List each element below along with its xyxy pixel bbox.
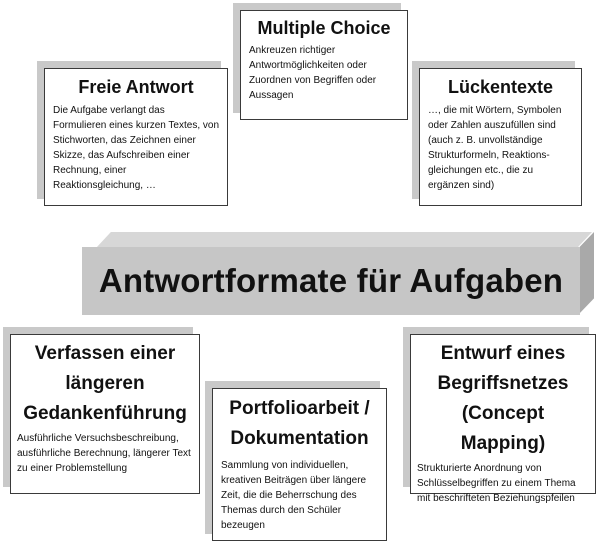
verfassen-title-line-1: Verfassen einer <box>34 343 176 364</box>
freie-antwort-title: Freie Antwort <box>78 77 194 97</box>
lueckentexte-description: …, die mit Wörtern, Symbolen oder Zahlen auszufüllen sind (auch z. B. unvollständige Strukturformeln, Reaktions-gleichungen etc., die zu ergänzen sind) <box>428 105 562 191</box>
verfassen-box <box>10 334 200 494</box>
main-title: Antwortformate für Aufgaben <box>98 262 564 299</box>
multiple-choice-box <box>240 10 408 120</box>
concept-title-line-1: Entwurf eines <box>440 343 566 364</box>
multiple-choice-title: Multiple Choice <box>257 18 391 38</box>
verfassen-description: Ausführliche Versuchsbeschreibung, ausführliche Berechnung, längerer Text zu einer Problemstellung <box>17 433 191 474</box>
multiple-choice-description: Ankreuzen richtiger Antwortmöglichkeiten oder Zuordnen von Begriffen oder Aussagen <box>249 45 377 101</box>
verfassen-title-line-2: längeren <box>65 373 145 394</box>
portfolio-title-line-1: Portfolioarbeit / <box>229 398 370 419</box>
freie-antwort-box <box>44 68 228 206</box>
portfolio-box <box>212 388 387 541</box>
title-banner <box>80 232 594 315</box>
verfassen-title-line-3: Gedankenführung <box>23 403 187 424</box>
freie-antwort-description: Die Aufgabe verlangt das Formulieren eines kurzen Textes, von Stichworten, das Zeichnen einer Skizze, das Aufschreiben einer Rechnung, einer Reaktionsgleichung, … <box>53 105 220 191</box>
lueckentexte-title: Lückentexte <box>447 77 554 97</box>
portfolio-title-line-2: Dokumentation <box>230 428 369 449</box>
concept-mapping-box <box>410 334 596 504</box>
banner-top-face <box>96 232 592 248</box>
lueckentexte-box <box>419 68 582 206</box>
portfolio-description: Sammlung von individuellen, kreativen Beiträgen über längere Zeit, die die Beherrschung des Themas durch den Schüler bezeugen <box>221 460 367 531</box>
concept-description: Strukturierte Anordnung von Schlüsselbegriffen zu einem Thema mit beschrifteten Beziehungspfeilen <box>417 463 576 504</box>
concept-title-line-3: (Concept Mapping) <box>460 403 546 454</box>
concept-title-line-2: Begriffsnetzes <box>437 373 569 394</box>
banner-front-face <box>82 247 580 315</box>
